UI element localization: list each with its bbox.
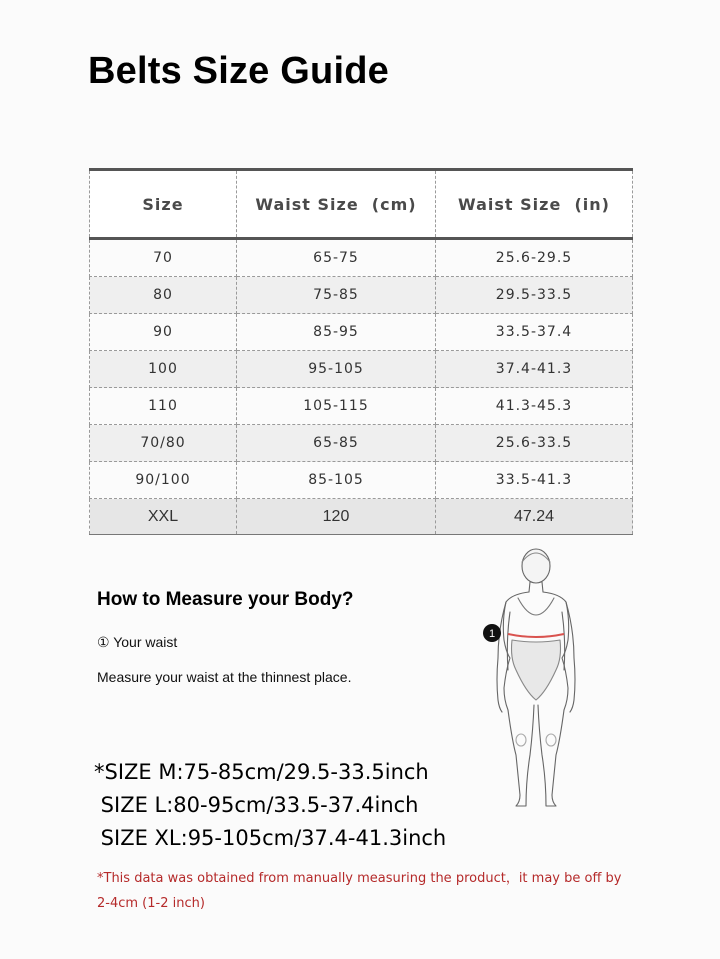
cell-size: 90/100: [90, 462, 237, 499]
cell-waist-cm: 105-115: [237, 388, 436, 425]
cell-size: 70/80: [90, 425, 237, 462]
cell-waist-in: 25.6-33.5: [436, 425, 633, 462]
size-xl-line: SIZE XL:95-105cm/37.4-41.3inch: [94, 826, 447, 850]
table-row: [90, 277, 633, 314]
cell-waist-cm: 85-95: [237, 314, 436, 351]
disclaimer-line-1: *This data was obtained from manually measuring the product，it may be off by: [97, 871, 622, 886]
cell-waist-cm: 85-105: [237, 462, 436, 499]
table-row: [90, 388, 633, 425]
cell-waist-in: 25.6-29.5: [436, 239, 633, 277]
table-row: [90, 239, 633, 277]
cell-size: 80: [90, 277, 237, 314]
table-row: [90, 462, 633, 499]
cell-size: 90: [90, 314, 237, 351]
cell-size: XXL: [90, 499, 237, 535]
cell-waist-cm: 120: [237, 499, 436, 535]
cell-size: 100: [90, 351, 237, 388]
size-summary: [94, 756, 446, 855]
waist-line: [508, 634, 564, 637]
measure-heading: How to Measure your Body?: [97, 589, 354, 610]
waist-marker-number: 1: [488, 628, 496, 640]
page-title: Belts Size Guide: [88, 50, 389, 92]
cell-waist-cm: 75-85: [237, 277, 436, 314]
cell-waist-cm: 65-75: [237, 239, 436, 277]
size-m-line: *SIZE M:75-85cm/29.5-33.5inch: [94, 760, 429, 784]
disclaimer-line-2: 2-4cm (1-2 inch): [97, 896, 205, 911]
cell-waist-in: 41.3-45.3: [436, 388, 633, 425]
table-row: [90, 425, 633, 462]
table-row: [90, 351, 633, 388]
header-waist-cm: Waist Size (cm): [237, 170, 436, 239]
cell-waist-in: 37.4-41.3: [436, 351, 633, 388]
cell-waist-in: 47.24: [436, 499, 633, 535]
step-waist: [97, 634, 177, 651]
table-row: [90, 314, 633, 351]
cell-size: 110: [90, 388, 237, 425]
cell-waist-cm: 65-85: [237, 425, 436, 462]
table-header-row: [90, 170, 633, 239]
body-figure-illustration: [476, 540, 596, 810]
size-chart-table: [89, 168, 633, 535]
cell-size: 70: [90, 239, 237, 277]
cell-waist-in: 33.5-37.4: [436, 314, 633, 351]
measure-instruction: Measure your waist at the thinnest place.: [97, 669, 352, 685]
cell-waist-in: 33.5-41.3: [436, 462, 633, 499]
cell-waist-cm: 95-105: [237, 351, 436, 388]
step-label: Your waist: [113, 634, 178, 650]
header-size: Size: [90, 170, 237, 239]
disclaimer-note: [97, 866, 662, 916]
step-marker: ①: [97, 634, 110, 650]
size-l-line: SIZE L:80-95cm/33.5-37.4inch: [94, 793, 419, 817]
cell-waist-in: 29.5-33.5: [436, 277, 633, 314]
header-waist-in: Waist Size (in): [436, 170, 633, 239]
table-row: [90, 499, 633, 535]
